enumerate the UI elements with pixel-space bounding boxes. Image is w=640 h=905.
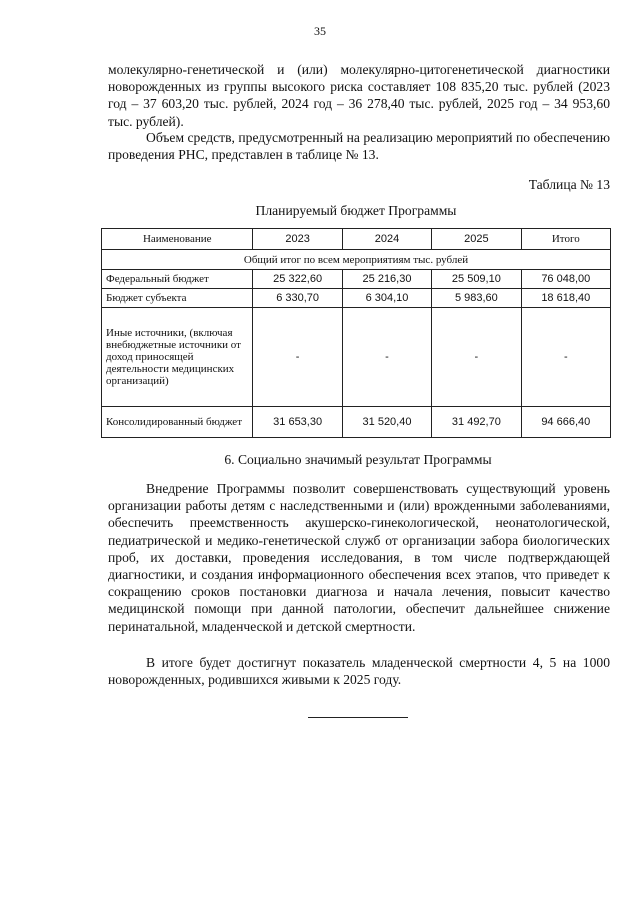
- table-row: [102, 407, 611, 438]
- subtotal-label: Общий итог по всем мероприятиям тыс. рублей: [102, 250, 611, 270]
- budget-table: [101, 228, 611, 438]
- cell-value: -: [432, 308, 521, 407]
- header-2025: 2025: [432, 229, 521, 250]
- cell-value: 31 520,40: [342, 407, 431, 438]
- header-name: Наименование: [102, 229, 253, 250]
- row-name: Консолидированный бюджет: [102, 407, 253, 438]
- table-title: Планируемый бюджет Программы: [255, 203, 457, 218]
- cell-value: 25 216,30: [342, 270, 431, 289]
- table-subtotal-row: [102, 250, 611, 270]
- page-number: 35: [314, 24, 326, 38]
- cell-value: 5 983,60: [432, 289, 521, 308]
- cell-value: 31 492,70: [432, 407, 521, 438]
- cell-value: 25 322,60: [253, 270, 342, 289]
- cell-value: 76 048,00: [521, 270, 610, 289]
- row-name: Федеральный бюджет: [102, 270, 253, 289]
- section-title: 6. Социально значимый результат Программы: [224, 452, 492, 467]
- header-2024: 2024: [342, 229, 431, 250]
- header-2023: 2023: [253, 229, 342, 250]
- cell-value: -: [342, 308, 431, 407]
- end-divider: [308, 717, 408, 718]
- table-label: Таблица № 13: [528, 177, 610, 192]
- table-header-row: [102, 229, 611, 250]
- table-row: [102, 270, 611, 289]
- table-row: [102, 308, 611, 407]
- paragraph-funding-reference: Объем средств, предусмотренный на реализацию мероприятий по обеспечению проведения РНС, представлен в таблице № 13.: [108, 130, 610, 163]
- paragraph-diagnostics-cost: молекулярно-генетической и (или) молекулярно-цитогенетической диагностики новорожденных из группы высокого риска составляет 108 835,20 тыс. рублей (2023 год – 37 603,20 тыс. рублей, 2024 год – 36 278,40 тыс. рублей, 2025 год – 34 953,60 тыс. рублей).: [108, 62, 610, 129]
- cell-value: 6 304,10: [342, 289, 431, 308]
- cell-value: 18 618,40: [521, 289, 610, 308]
- cell-value: -: [521, 308, 610, 407]
- cell-value: 6 330,70: [253, 289, 342, 308]
- paragraph-mortality-target: В итоге будет достигнут показатель младенческой смертности 4, 5 на 1000 новорожденных, родившихся живыми к 2025 году.: [108, 655, 610, 688]
- header-total: Итого: [521, 229, 610, 250]
- cell-value: 25 509,10: [432, 270, 521, 289]
- table-row: [102, 289, 611, 308]
- paragraph-program-impact: Внедрение Программы позволит совершенствовать существующий уровень организации работы детям с наследственными и (или) врожденными заболеваниями, обеспечить преемственность акушерско-гинекологической, неонатологической, педиатрической и медико-генетической служб от организации забора биологических проб, их доставки, проведения исследования, в том числе подтверждающей диагностики, и создания информационного обеспечения всех этапов, что приведет к сокращению сроков постановки диагноза и начала лечения, повысит качество медицинской помощи при данной патологии, обеспечит дальнейшее снижение перинатальной, младенческой и детской смертности.: [108, 481, 610, 634]
- row-name: Бюджет субъекта: [102, 289, 253, 308]
- cell-value: 94 666,40: [521, 407, 610, 438]
- cell-value: -: [253, 308, 342, 407]
- cell-value: 31 653,30: [253, 407, 342, 438]
- row-name: Иные источники, (включая внебюджетные источники от доход приносящей деятельности медицинских организаций): [102, 308, 253, 407]
